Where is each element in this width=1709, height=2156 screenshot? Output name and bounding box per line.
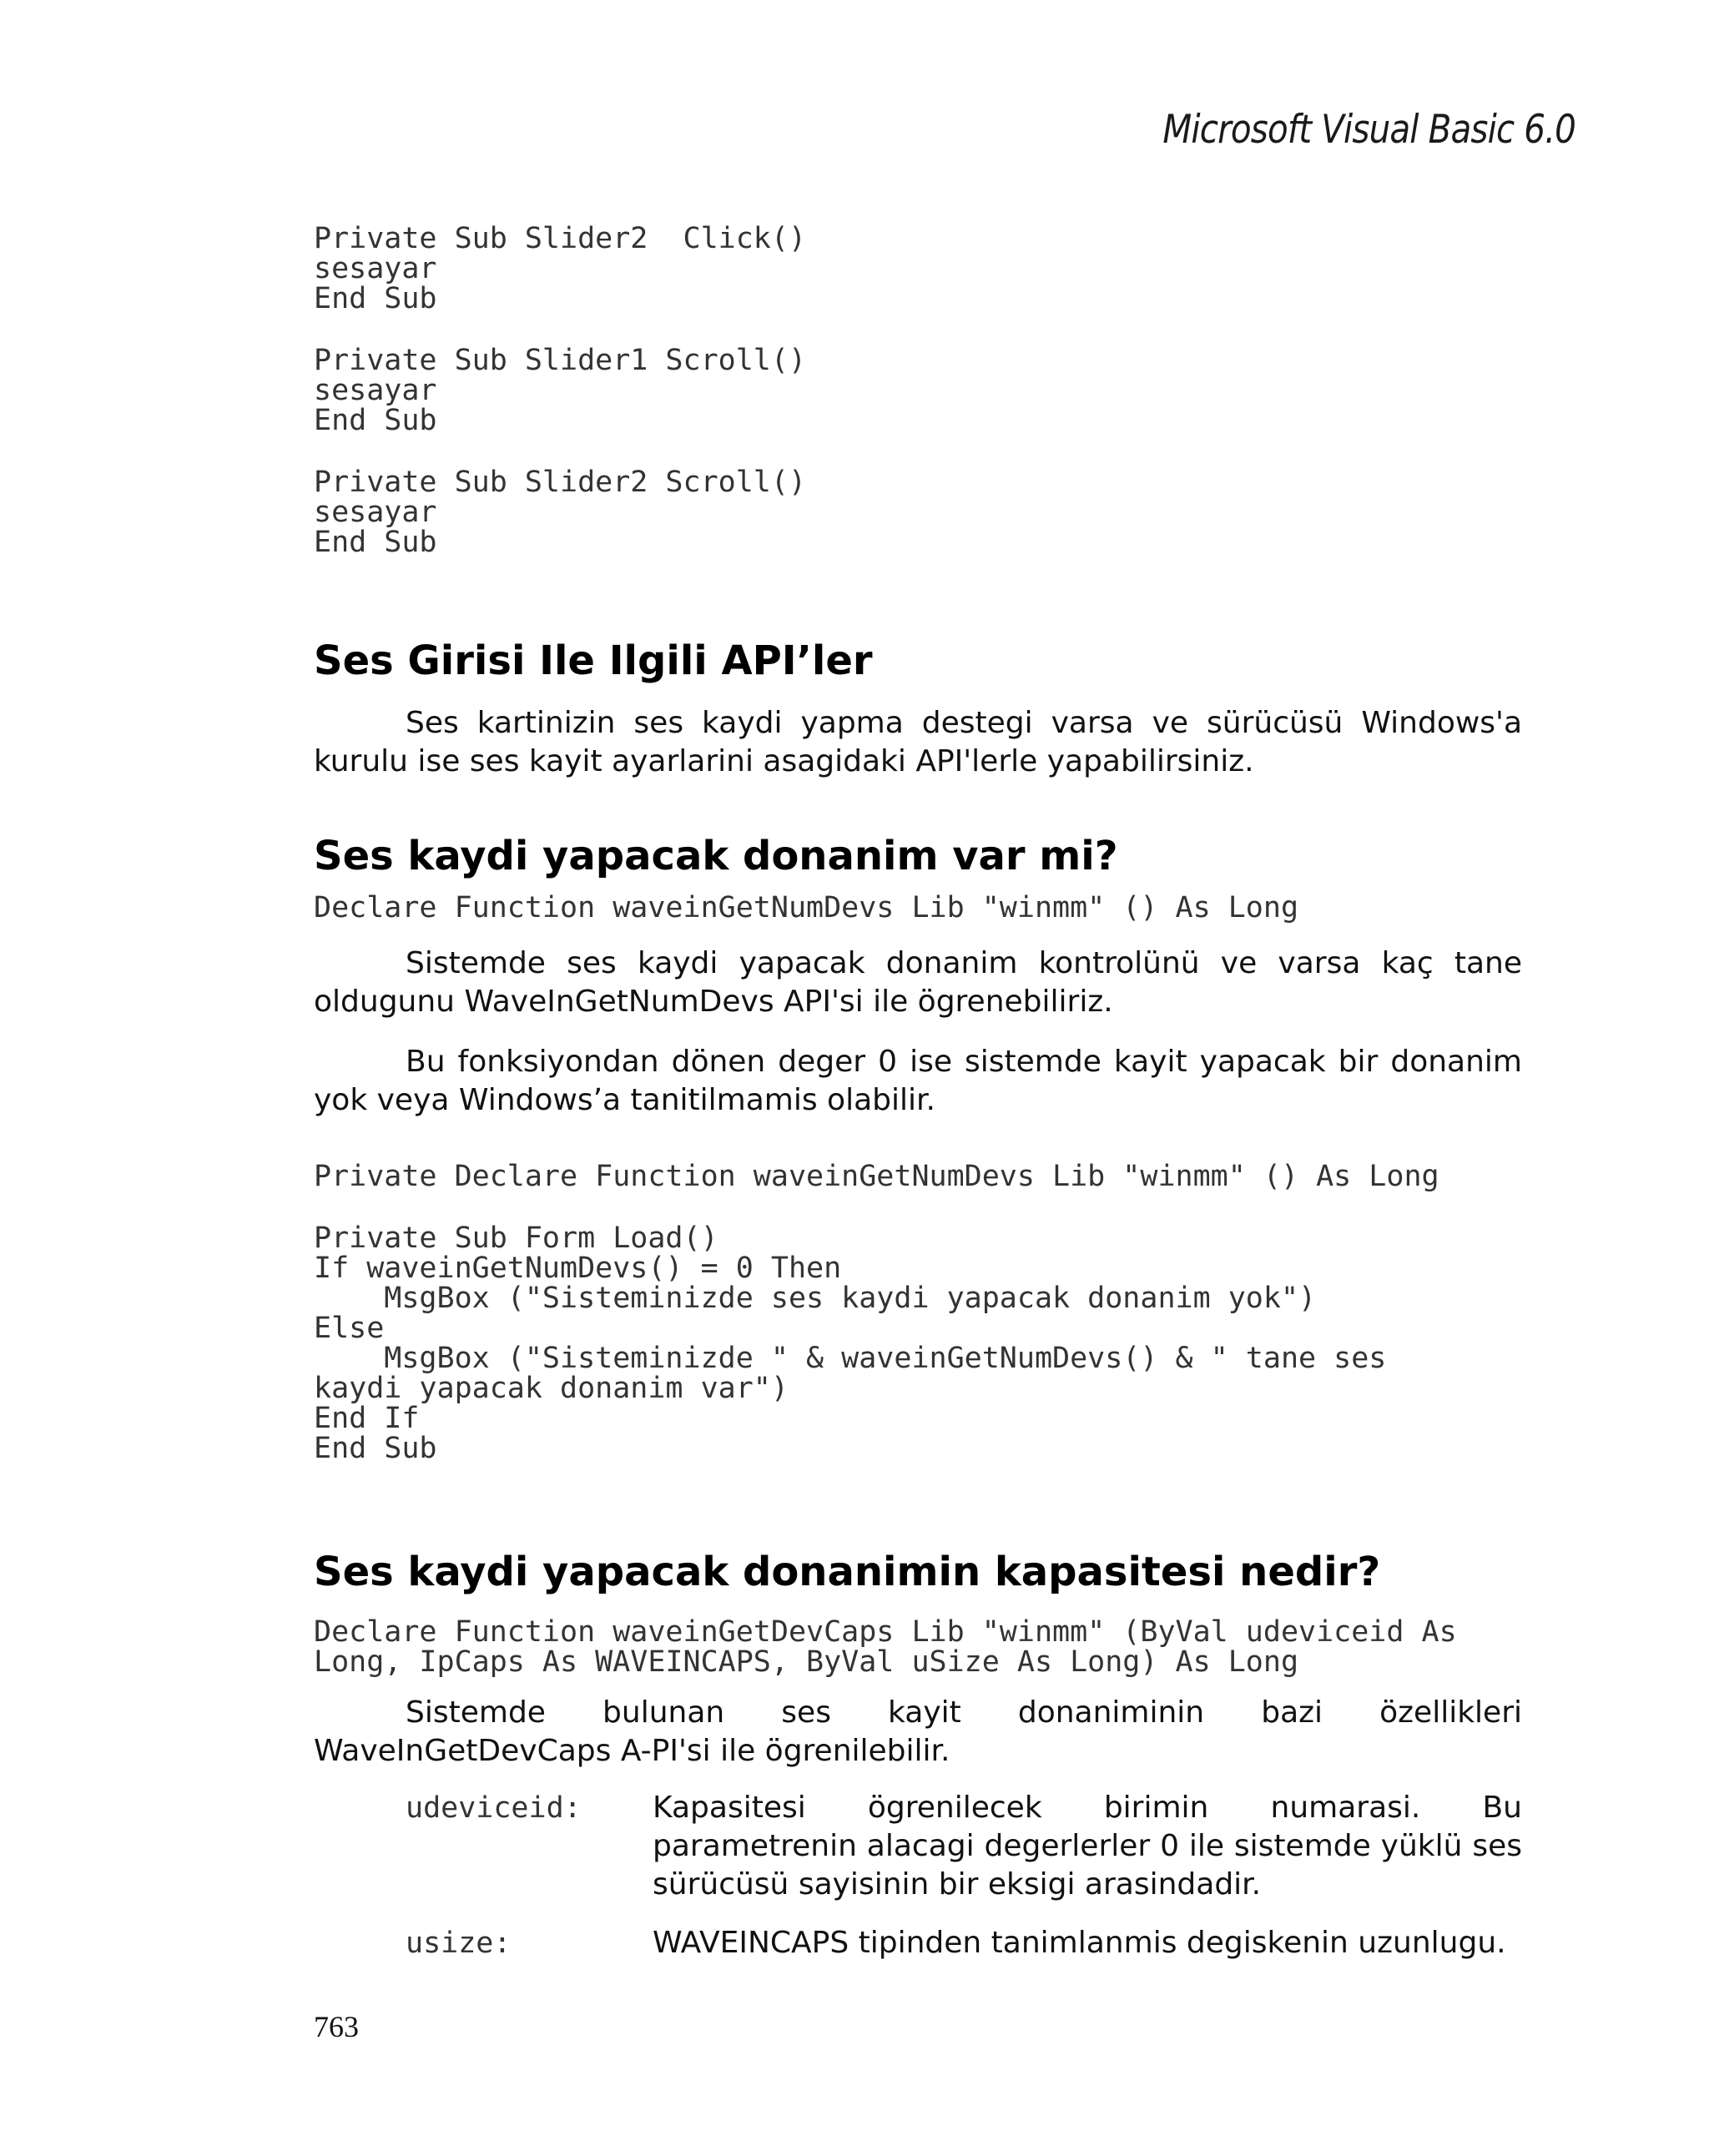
param-row-udeviceid <box>406 1789 1522 1904</box>
code-line: MsgBox ("Sisteminizde " & waveinGetNumDevs() & " tane ses <box>314 1342 1387 1375</box>
code-line: If waveinGetNumDevs() = 0 Then <box>314 1252 842 1285</box>
section-heading-recording-capacity: Ses kaydi yapacak donanimin kapasitesi nedir? <box>314 1549 1381 1595</box>
code-line: sesayar <box>314 374 437 407</box>
code-slider2-scroll <box>314 467 1522 557</box>
section-heading-audio-input-apis: Ses Girisi Ile Ilgili API’ler <box>314 637 873 684</box>
running-header: Microsoft Visual Basic 6.0 <box>1162 107 1575 153</box>
code-declare-devcaps <box>314 1617 1522 1677</box>
section1-paragraph: Ses kartinizin ses kaydi yapma destegi varsa ve sürücüsü Windows'a kurulu ise ses kayit ayarlarini asagidaki API'lerle yapabilirsiniz. <box>314 706 1522 778</box>
code-line: End Sub <box>314 526 437 559</box>
code-line: Declare Function waveinGetDevCaps Lib "winmm" (ByVal udeviceid As <box>314 1615 1457 1649</box>
code-line: Else <box>314 1312 385 1345</box>
code-line: Long, IpCaps As WAVEINCAPS, ByVal uSize As Long) As Long <box>314 1645 1299 1679</box>
code-form-load <box>314 1223 1522 1463</box>
code-line: sesayar <box>314 252 437 285</box>
page-content <box>314 224 1522 1962</box>
code-line: Private Sub Slider1 Scroll() <box>314 344 807 377</box>
code-line: MsgBox ("Sisteminizde ses kaydi yapacak donanim yok") <box>314 1282 1317 1315</box>
section3-paragraph: Sistemde bulunan ses kayit donaniminin bazi özellikleri WaveInGetDevCaps A-PI'si ile ögrenilebilir. <box>314 1695 1522 1768</box>
code-line: End If <box>314 1402 420 1435</box>
param-name: usize: <box>406 1927 512 1960</box>
param-description: WAVEINCAPS tipinden tanimlanmis degiskenin uzunlugu. <box>653 1926 1506 1960</box>
code-slider2-click <box>314 224 1522 314</box>
code-private-declare-numdevs: Private Declare Function waveinGetNumDevs Lib "winmm" () As Long <box>314 1160 1439 1193</box>
code-line: Private Sub Slider2 Scroll() <box>314 466 807 499</box>
param-name: udeviceid: <box>406 1791 582 1825</box>
code-line: End Sub <box>314 1432 437 1465</box>
section2-paragraph-1: Sistemde ses kaydi yapacak donanim kontrolünü ve varsa kaç tane oldugunu WaveInGetNumDevs API'si ile ögrenebiliriz. <box>314 946 1522 1019</box>
page-number: 763 <box>314 2010 359 2043</box>
param-row-usize <box>406 1924 1522 1962</box>
section-heading-recording-hardware: Ses kaydi yapacak donanim var mi? <box>314 833 1118 879</box>
code-line: Private Sub Form Load() <box>314 1222 718 1255</box>
code-slider1-scroll <box>314 345 1522 436</box>
code-line: Private Sub Slider2 Click() <box>314 222 807 255</box>
code-line: sesayar <box>314 496 437 529</box>
code-line: kaydi yapacak donanim var") <box>314 1372 789 1405</box>
code-line: End Sub <box>314 282 437 315</box>
code-line: End Sub <box>314 404 437 437</box>
param-description: Kapasitesi ögrenilecek birimin numarasi. Bu parametrenin alacagi degerlerler 0 ile sistemde yüklü ses sürücüsü sayisinin bir eksigi arasindadir. <box>653 1791 1522 1902</box>
code-declare-numdevs: Declare Function waveinGetNumDevs Lib "winmm" () As Long <box>314 891 1299 924</box>
section2-paragraph-2: Bu fonksiyondan dönen deger 0 ise sistemde kayit yapacak bir donanim yok veya Windows’a tanitilmamis olabilir. <box>314 1045 1522 1117</box>
